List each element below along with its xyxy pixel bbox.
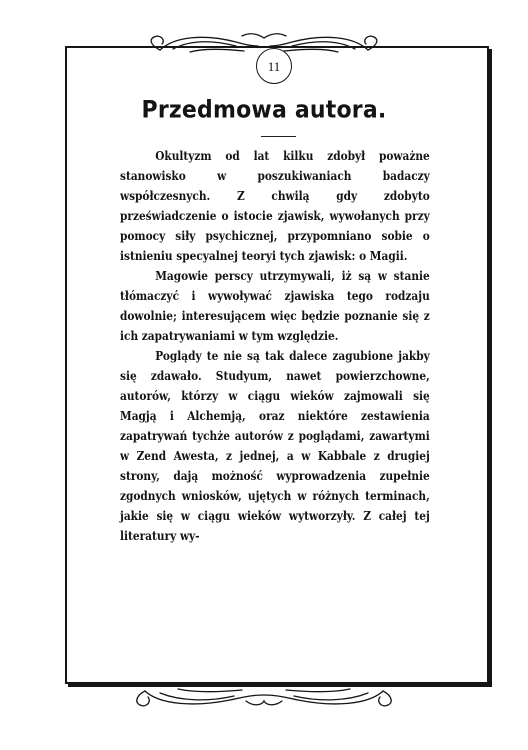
body-text	[120, 146, 430, 546]
paragraph-1: Okultyzm od lat kilku zdobył poważne stanowisko w poszukiwaniach badaczy współczesnych. Z chwilą gdy zdobyto przeświadczenie o istocie zjawisk, wywołanych przy pomocy siły psychicznej, przypomniano sobie o istnieniu specyalnej teoryi tych zjawisk: o Magii.	[120, 149, 430, 263]
page-number-circle	[256, 48, 292, 84]
page-number: 11	[267, 58, 281, 74]
paragraph-3: Poglądy te nie są tak dalece zagubione jakby się zdawało. Studyum, nawet powierzchowne, autorów, którzy w ciągu wieków zajmowali się Magją i Alchemją, oraz niektóre zestawienia zapatrywań tychże autorów z poglądami, zawartymi w Zend Awesta, z jednej, a w Kabbale z drugiej strony, dają możność wyprowadzenia zupełnie zgodnych wniosków, ujętych w różnych terminach, jakie się w ciągu wieków wytworzyły. Z całej tej literatury wy-	[120, 349, 430, 543]
chapter-title: Przedmowa autora.	[141, 96, 387, 124]
paragraph-2: Magowie perscy utrzymywali, iż są w stanie tłómaczyć i wywoływać zjawiska tego rodzaju dowolnie; interesującem więc będzie poznanie się z ich zapatrywaniami w tym względzie.	[120, 269, 430, 343]
bottom-scroll-ornament	[0, 683, 528, 713]
title-underline	[261, 136, 296, 137]
